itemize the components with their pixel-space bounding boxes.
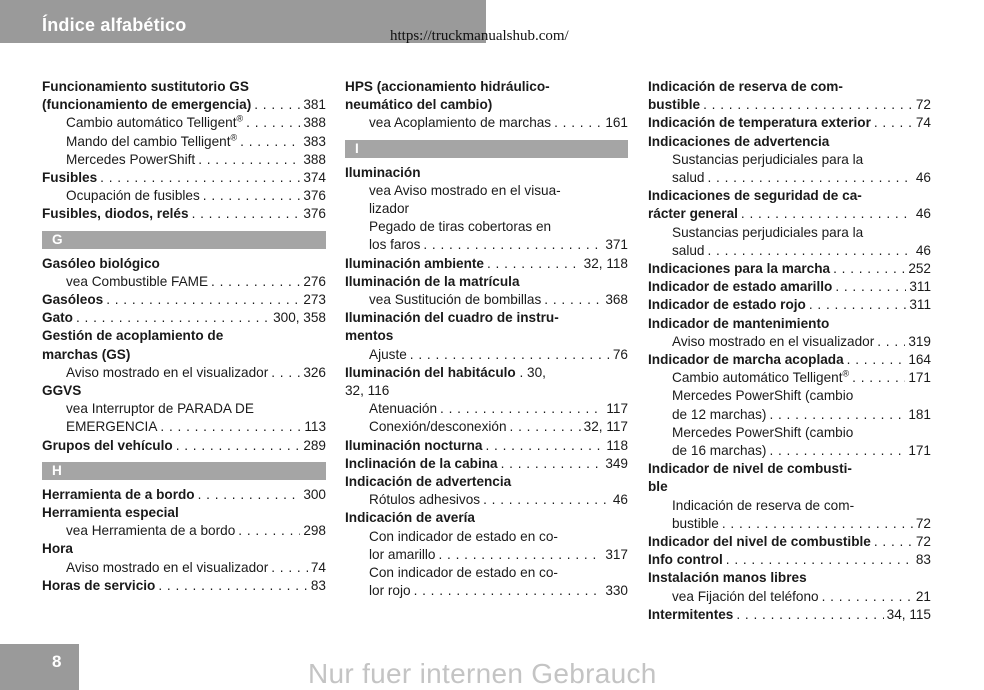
page-ref: 118 xyxy=(606,437,628,453)
page-ref: 319 xyxy=(908,333,931,349)
dot-leader xyxy=(877,333,905,351)
dot-leader xyxy=(822,588,913,606)
entry-text: Rótulos adhesivos xyxy=(369,492,481,508)
index-subentry xyxy=(648,242,931,260)
index-subentry xyxy=(345,346,628,364)
page-ref: 349 xyxy=(605,455,628,471)
page-ref: 117 xyxy=(606,401,628,417)
entry-text: Aviso mostrado en el visualizador xyxy=(66,559,269,575)
index-entry xyxy=(345,364,628,382)
page-ref: 171 xyxy=(908,370,931,386)
index-entry: Indicador de nivel de combusti- xyxy=(648,461,852,477)
index-entry: ble xyxy=(648,479,668,495)
entry-text: salud xyxy=(672,170,705,186)
entry-text: Iluminación ambiente xyxy=(345,255,484,271)
index-entry xyxy=(42,96,326,114)
dot-leader xyxy=(176,437,301,455)
index-subentry xyxy=(345,236,628,254)
dot-leader xyxy=(198,486,301,504)
page-ref: 181 xyxy=(908,406,931,422)
dot-leader xyxy=(211,273,300,291)
index-entry xyxy=(648,260,931,278)
entry-text: Iluminación del habitáculo xyxy=(345,364,516,380)
page-ref: 368 xyxy=(605,292,628,308)
index-subentry: Sustancias perjudiciales para la xyxy=(672,224,864,240)
entry-text: de 12 marchas) xyxy=(672,406,767,422)
page-ref: 72 xyxy=(915,534,931,550)
dot-leader xyxy=(410,346,610,364)
entry-text: vea Fijación del teléfono xyxy=(672,588,819,604)
dot-leader xyxy=(485,437,603,455)
dot-leader xyxy=(254,96,300,114)
index-subentry xyxy=(345,400,628,418)
index-subentry xyxy=(42,273,326,291)
index-entry xyxy=(648,296,931,314)
index-entry xyxy=(648,606,931,624)
entry-text: Aviso mostrado en el visualizador xyxy=(672,333,875,349)
index-subentry: lizador xyxy=(369,201,410,217)
page-ref: 317 xyxy=(605,546,628,562)
entry-text: Cambio automático Telligent® xyxy=(672,368,850,386)
dot-leader xyxy=(703,96,913,114)
dot-leader xyxy=(240,133,300,151)
page-ref: 164 xyxy=(908,352,931,368)
dot-leader xyxy=(736,606,883,624)
page-ref: 161 xyxy=(605,115,628,131)
dot-leader xyxy=(423,236,602,254)
page-ref: 76 xyxy=(612,346,628,362)
entry-text: Fusibles, diodos, relés xyxy=(42,206,189,222)
page-ref: 72 xyxy=(915,515,931,531)
page-ref: 376 xyxy=(303,206,326,222)
index-subentry xyxy=(345,291,628,309)
page-title: Índice alfabético xyxy=(42,15,187,35)
page-ref: 326 xyxy=(303,364,326,380)
index-subentry xyxy=(42,133,326,151)
entry-text: Iluminación nocturna xyxy=(345,437,483,453)
index-subentry xyxy=(345,491,628,509)
index-entry xyxy=(42,169,326,187)
page-ref: 388 xyxy=(303,115,326,131)
index-entry: Funcionamiento sustitutorio GS xyxy=(42,79,249,94)
page-ref: 311 xyxy=(909,297,931,313)
entry-text: lor rojo xyxy=(369,583,411,599)
index-entry xyxy=(42,205,326,223)
dot-leader xyxy=(203,187,301,205)
index-subentry: Mercedes PowerShift (cambio xyxy=(672,424,854,440)
entry-text: Horas de servicio xyxy=(42,577,156,593)
dot-leader xyxy=(852,369,905,387)
dot-leader xyxy=(708,242,913,260)
index-subentry: Mercedes PowerShift (cambio xyxy=(672,388,854,404)
index-entry xyxy=(345,437,628,455)
page-ref: 276 xyxy=(303,273,326,289)
dot-leader xyxy=(833,260,905,278)
index-entry: Gestión de acoplamiento de xyxy=(42,328,224,344)
page-ref: 388 xyxy=(303,151,326,167)
dot-leader xyxy=(554,114,602,132)
dot-leader xyxy=(246,114,300,132)
page-ref: 298 xyxy=(303,523,326,539)
index-subentry xyxy=(42,187,326,205)
entry-text: Grupos del vehículo xyxy=(42,437,173,453)
entry-text: Info control xyxy=(648,552,723,568)
entry-text: vea Herramienta de a bordo xyxy=(66,523,236,539)
page-ref: 376 xyxy=(303,188,326,204)
entry-text: Mercedes PowerShift xyxy=(66,151,196,167)
page-ref: 32, 117 xyxy=(583,419,628,435)
index-entry: Iluminación xyxy=(345,164,421,180)
index-entry: Hora xyxy=(42,541,73,557)
index-entry xyxy=(648,351,931,369)
index-subentry xyxy=(345,546,628,564)
index-entry: HPS (accionamiento hidráulico- xyxy=(345,79,550,94)
page-ref: 46 xyxy=(915,206,931,222)
page-ref: 371 xyxy=(605,237,628,253)
index-entry: GGVS xyxy=(42,383,82,399)
dot-leader xyxy=(741,205,913,223)
index-entry xyxy=(345,455,628,473)
page-ref: 34, 115 xyxy=(886,606,931,622)
page-ref: 273 xyxy=(303,292,326,308)
index-subentry xyxy=(648,442,931,460)
index-subentry: Con indicador de estado en co- xyxy=(369,565,558,581)
index-subentry xyxy=(648,588,931,606)
index-subentry xyxy=(648,333,931,351)
dot-leader xyxy=(158,577,308,595)
index-entry: Indicación de advertencia xyxy=(345,474,512,490)
page-ref: 300 xyxy=(303,486,326,502)
entry-text: Herramienta de a bordo xyxy=(42,486,195,502)
index-entry xyxy=(648,551,931,569)
dot-leader xyxy=(874,114,913,132)
index-entry: Instalación manos libres xyxy=(648,570,807,586)
index-entry xyxy=(345,255,628,273)
section-header-i: I xyxy=(345,140,628,158)
index-subentry: Indicación de reserva de com- xyxy=(672,497,855,513)
dot-leader xyxy=(847,351,906,369)
index-entry: Iluminación de la matrícula xyxy=(345,273,520,289)
index-subentry xyxy=(42,522,326,540)
index-column-2 xyxy=(345,78,628,600)
dot-leader xyxy=(76,309,270,327)
page-number-box xyxy=(0,644,79,690)
dot-leader xyxy=(835,278,906,296)
index-entry xyxy=(648,96,931,114)
page-number: 8 xyxy=(52,652,62,671)
entry-text: Cambio automático Telligent® xyxy=(66,113,244,131)
dot-leader xyxy=(769,442,905,460)
index-entry xyxy=(648,114,931,132)
page-ref: 252 xyxy=(908,261,931,277)
dot-leader xyxy=(487,255,581,273)
index-subentry xyxy=(648,369,931,387)
dot-leader xyxy=(483,491,610,509)
index-entry: Iluminación del cuadro de instru- xyxy=(345,310,559,326)
index-column-3 xyxy=(648,78,931,624)
index-entry: neumático del cambio) xyxy=(345,97,493,113)
index-subentry xyxy=(648,515,931,533)
index-entry: Indicación de reserva de com- xyxy=(648,79,843,94)
page-ref: 32, 118 xyxy=(583,255,628,271)
index-entry: Indicaciones de seguridad de ca- xyxy=(648,188,862,204)
dot-leader xyxy=(726,551,913,569)
index-entry: Indicación de avería xyxy=(345,510,475,526)
index-entry xyxy=(648,205,931,223)
entry-text: Mando del cambio Telligent® xyxy=(66,132,238,149)
entry-text: salud xyxy=(672,242,705,258)
entry-text: Aviso mostrado en el visualizador xyxy=(66,364,269,380)
dot-leader xyxy=(198,151,300,169)
index-subentry: Con indicador de estado en co- xyxy=(369,528,558,544)
index-column-1 xyxy=(42,78,326,595)
page-ref: 46 xyxy=(915,242,931,258)
dot-leader xyxy=(809,296,906,314)
index-entry: Gasóleo biológico xyxy=(42,255,160,271)
index-subentry xyxy=(42,151,326,169)
index-entry xyxy=(648,533,931,551)
index-entry xyxy=(42,437,326,455)
index-subentry xyxy=(648,406,931,424)
page-ref: 21 xyxy=(915,588,931,604)
page-ref: 330 xyxy=(605,583,628,599)
dot-leader xyxy=(100,169,300,187)
entry-text: Indicador de estado amarillo xyxy=(648,279,833,295)
page-ref: 46 xyxy=(612,492,628,508)
dot-leader xyxy=(192,205,301,223)
index-subentry xyxy=(648,169,931,187)
index-subentry xyxy=(345,114,628,132)
entry-text: Inclinación de la cabina xyxy=(345,455,498,471)
index-subentry: vea Aviso mostrado en el visua- xyxy=(369,182,561,198)
dot-leader xyxy=(544,291,602,309)
page-ref: 300, 358 xyxy=(273,310,326,326)
entry-text: vea Acoplamiento de marchas xyxy=(369,115,552,131)
index-entry-continuation: 32, 116 xyxy=(345,383,390,399)
dot-leader xyxy=(501,455,603,473)
page-ref: 74 xyxy=(915,115,931,131)
page-ref: 289 xyxy=(303,437,326,453)
page-ref: 171 xyxy=(908,443,931,459)
index-entry: Indicaciones de advertencia xyxy=(648,133,830,149)
index-entry xyxy=(648,278,931,296)
dot-leader xyxy=(440,400,603,418)
page-ref: 83 xyxy=(310,577,326,593)
index-entry: Herramienta especial xyxy=(42,505,179,521)
index-subentry: Pegado de tiras cobertoras en xyxy=(369,219,552,235)
entry-text: Ajuste xyxy=(369,346,407,362)
dot-leader xyxy=(238,522,300,540)
dot-leader xyxy=(160,418,301,436)
index-subentry xyxy=(42,559,326,577)
index-subentry: Sustancias perjudiciales para la xyxy=(672,151,864,167)
index-entry xyxy=(42,309,326,327)
dot-leader xyxy=(106,291,300,309)
entry-text: bustible xyxy=(648,97,701,113)
entry-text: vea Combustible FAME xyxy=(66,273,209,289)
page-ref: 383 xyxy=(303,133,326,149)
entry-text: lor amarillo xyxy=(369,546,436,562)
entry-text: Conexión/desconexión xyxy=(369,419,507,435)
section-header-g: G xyxy=(42,231,326,249)
index-entry xyxy=(42,577,326,595)
entry-text: rácter general xyxy=(648,206,738,222)
entry-text: Fusibles xyxy=(42,170,98,186)
entry-text: Atenuación xyxy=(369,401,438,417)
dot-leader xyxy=(271,559,308,577)
entry-text: Indicador de marcha acoplada xyxy=(648,352,844,368)
entry-text: vea Sustitución de bombillas xyxy=(369,292,542,308)
watermark: Nur fuer internen Gebrauch xyxy=(308,658,657,689)
dot-leader xyxy=(769,406,905,424)
index-subentry xyxy=(42,418,326,436)
index-subentry xyxy=(345,582,628,600)
entry-text: Indicador de estado rojo xyxy=(648,297,806,313)
dot-leader xyxy=(510,418,581,436)
entry-text: Gasóleos xyxy=(42,292,104,308)
section-header-h: H xyxy=(42,462,326,480)
index-subentry xyxy=(42,364,326,382)
dot-leader xyxy=(722,515,913,533)
dot-leader xyxy=(708,169,913,187)
entry-text: (funcionamiento de emergencia) xyxy=(42,97,252,113)
entry-text: los faros xyxy=(369,237,421,253)
index-entry: marchas (GS) xyxy=(42,346,131,362)
entry-text: Gato xyxy=(42,310,73,326)
entry-text: Ocupación de fusibles xyxy=(66,188,200,204)
page-ref: 113 xyxy=(304,419,326,435)
dot-leader xyxy=(271,364,300,382)
page-ref: 46 xyxy=(915,170,931,186)
page-ref: 311 xyxy=(909,279,931,295)
site-url: https://truckmanualshub.com/ xyxy=(390,28,569,44)
entry-text: Indicador del nivel de combustible xyxy=(648,534,871,550)
entry-text: de 16 marchas) xyxy=(672,443,767,459)
index-subentry xyxy=(42,114,326,132)
entry-text: EMERGENCIA xyxy=(66,419,158,435)
dot-leader xyxy=(438,546,602,564)
entry-text: Intermitentes xyxy=(648,606,734,622)
dot-leader xyxy=(874,533,913,551)
page-ref: 381 xyxy=(303,97,326,113)
entry-text: Indicaciones para la marcha xyxy=(648,261,831,277)
page-ref: 374 xyxy=(303,170,326,186)
entry-text: bustible xyxy=(672,515,719,531)
index-entry: mentos xyxy=(345,328,394,344)
page-ref: 83 xyxy=(915,552,931,568)
index-entry: Indicador de mantenimiento xyxy=(648,315,830,331)
entry-text: Indicación de temperatura exterior xyxy=(648,115,871,131)
index-subentry xyxy=(345,418,628,436)
index-subentry: vea Interruptor de PARADA DE xyxy=(66,401,254,417)
page-ref: 74 xyxy=(310,559,326,575)
dot-leader xyxy=(414,582,603,600)
index-entry xyxy=(42,291,326,309)
page-ref: 72 xyxy=(915,97,931,113)
page-ref: . 30, xyxy=(519,364,546,380)
index-entry xyxy=(42,486,326,504)
